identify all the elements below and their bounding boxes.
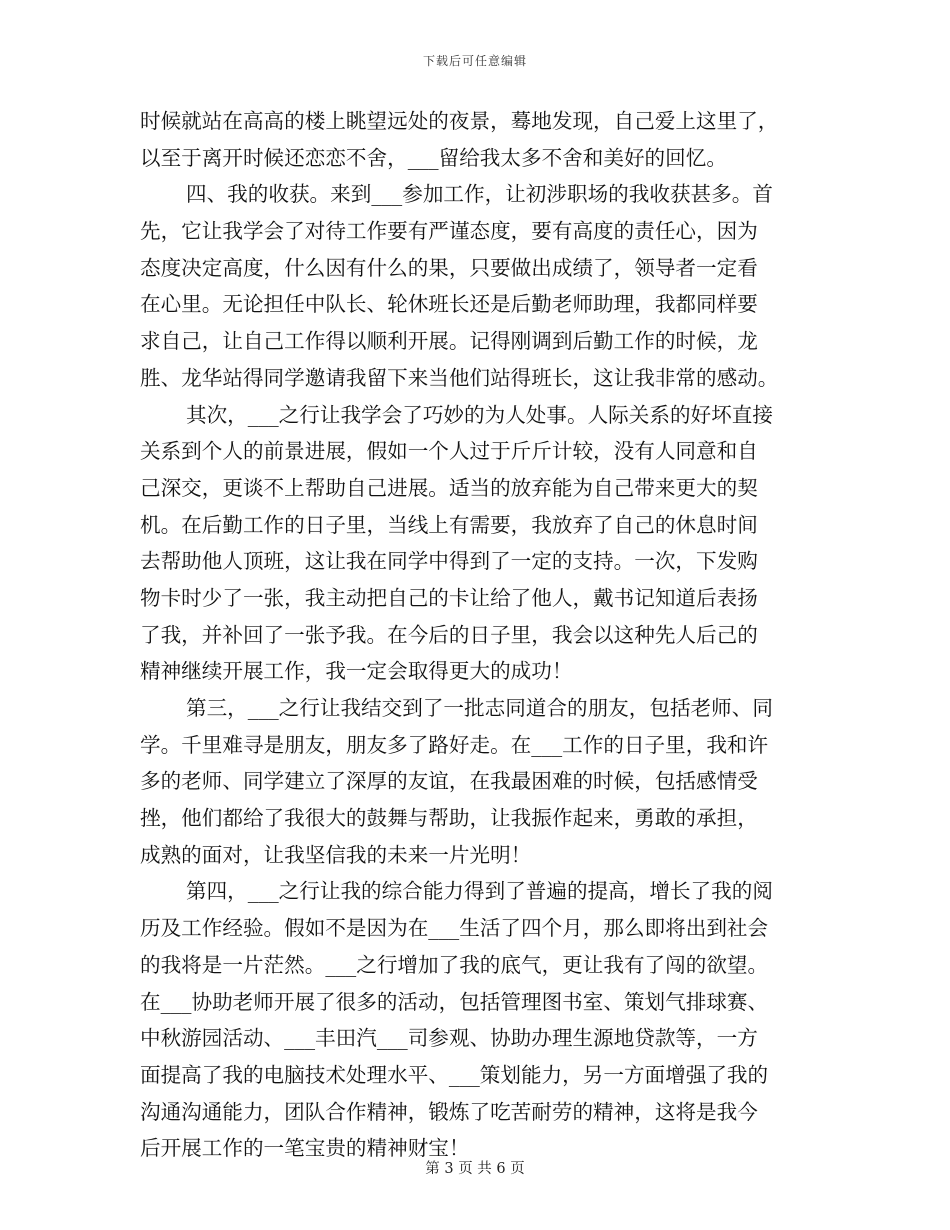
document-body: [140, 103, 810, 1167]
text-line: 求自己，让自己工作得以顺利开展。记得刚调到后勤工作的时候，龙: [140, 329, 758, 354]
text-line: 在___协助老师开展了很多的活动，包括管理图书室、策划气排球赛、: [140, 989, 769, 1014]
text-line: 挫，他们都给了我很大的鼓舞与帮助，让我振作起来，勇敢的承担，: [140, 806, 758, 831]
text-line: 以至于离开时候还恋恋不舍，___留给我太多不舍和美好的回忆。: [140, 145, 727, 170]
text-line: 的我将是一片茫然。___之行增加了我的底气，更让我有了闯的欲望。: [140, 952, 769, 977]
text-line: 去帮助他人顶班，这让我在同学中得到了一定的支持。一次，下发购: [140, 549, 758, 574]
text-line: 中秋游园活动、___丰田汽___司参观、协助办理生源地贷款等，一方: [140, 1026, 758, 1051]
text-line: 在心里。无论担任中队长、轮休班长还是后勤老师助理，我都同样要: [140, 292, 758, 317]
paragraph-start-line: 第四，___之行让我的综合能力得到了普遍的提高，增长了我的阅: [186, 879, 773, 904]
paragraph-start-line: 四、我的收获。来到___参加工作，让初涉职场的我收获甚多。首: [186, 182, 773, 207]
text-line: 了我，并补回了一张予我。在今后的日子里，我会以这种先人后己的: [140, 622, 758, 647]
page-header-note: 下载后可任意编辑: [422, 54, 527, 68]
text-line: 物卡时少了一张，我主动把自己的卡让给了他人，戴书记知道后表扬: [140, 585, 758, 610]
text-line: 时候就站在高高的楼上眺望远处的夜景，蓦地发现，自己爱上这里了，: [140, 109, 779, 133]
text-line: 历及工作经验。假如不是因为在___生活了四个月，那么即将出到社会: [140, 916, 769, 941]
text-line: 沟通沟通能力，团队合作精神，锻炼了吃苦耐劳的精神，这将是我今: [140, 1099, 758, 1124]
text-line: 己深交，更谈不上帮助自己进展。适当的放弃能为自己带来更大的契: [140, 475, 758, 500]
page-number: 第 3 页 共 6 页: [425, 1161, 525, 1177]
text-line: 多的老师、同学建立了深厚的友谊，在我最困难的时候，包括感情受: [140, 769, 758, 794]
text-line: 精神继续开展工作，我一定会取得更大的成功！: [140, 659, 573, 684]
paragraph-start-line: 第三，___之行让我结交到了一批志同道合的朋友，包括老师、同: [186, 696, 773, 720]
text-line: 面提高了我的电脑技术处理水平、___策划能力，另一方面增强了我的: [140, 1062, 769, 1087]
text-line: 成熟的面对，让我坚信我的未来一片光明！: [140, 842, 532, 867]
text-line: 后开展工作的一笔宝贵的精神财宝！: [140, 1136, 470, 1161]
text-line: 胜、龙华站得同学邀请我留下来当他们站得班长，这让我非常的感动。: [140, 365, 779, 390]
text-line: 态度决定高度，什么因有什么的果，只要做出成绩了，领导者一定看: [140, 255, 758, 280]
text-line: 先，它让我学会了对待工作要有严谨态度，要有高度的责任心，因为: [140, 219, 758, 244]
text-line: 关系到个人的前景进展，假如一个人过于斤斤计较，没有人同意和自: [140, 439, 758, 464]
text-line: 机。在后勤工作的日子里，当线上有需要，我放弃了自己的休息时间: [140, 512, 758, 537]
paragraph-start-line: 其次，___之行让我学会了巧妙的为人处事。人际关系的好坏直接: [186, 402, 773, 427]
text-line: 学。千里难寻是朋友，朋友多了路好走。在___工作的日子里，我和许: [140, 732, 769, 757]
